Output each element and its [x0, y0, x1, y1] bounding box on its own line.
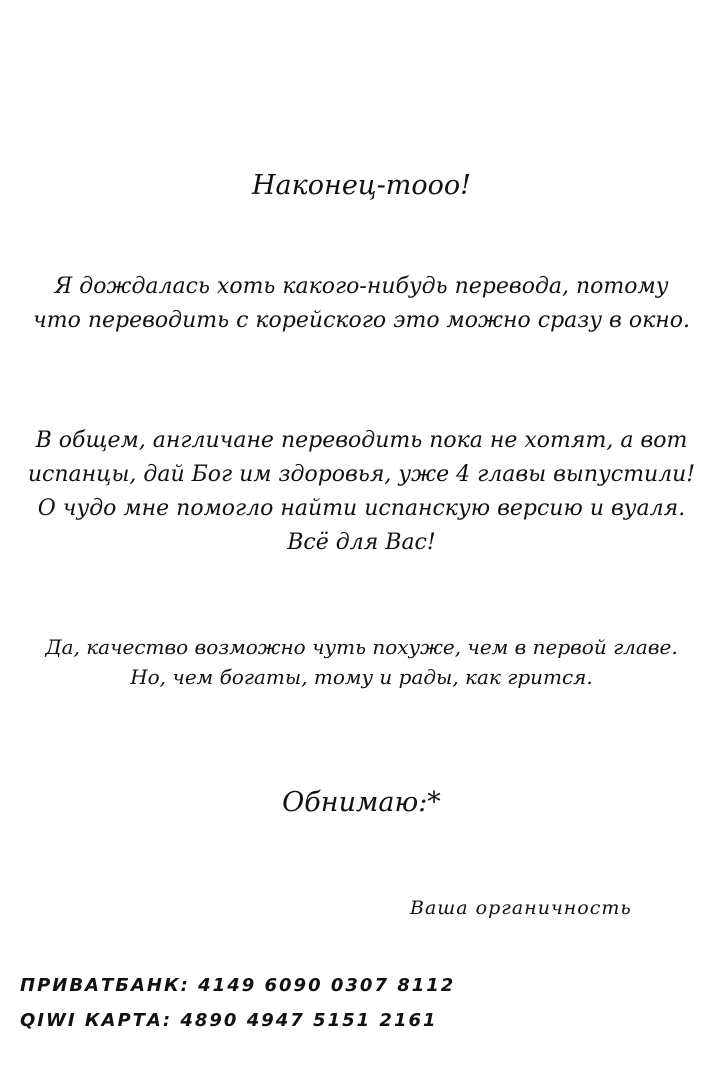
text-line: Да, качество возможно чуть похуже, чем в первой главе. [45, 635, 678, 659]
paragraph-quality-note [0, 632, 723, 692]
paragraph-spanish-version [0, 424, 723, 560]
qiwi-card: QIWI КАРТА: 4890 4947 5151 2161 [20, 1010, 438, 1031]
text-line: что переводить с корейского это можно сразу в окно. [33, 308, 690, 333]
text-line: испанцы, дай Бог им здоровья, уже 4 главы выпустили! [27, 462, 696, 487]
text-line: В общем, англичане переводить пока не хотят, а вот [35, 428, 688, 453]
text-line: Но, чем богаты, тому и рады, как грится. [130, 665, 593, 689]
text-line: Я дождалась хоть какого-нибудь перевода, потому [54, 274, 669, 299]
page-title: Наконец-тооо! [252, 170, 471, 201]
signature: Ваша органичность [410, 897, 632, 919]
text-line: О чудо мне помогло найти испанскую версию и вуаля. [37, 496, 686, 521]
hug-line: Обнимаю:* [282, 787, 441, 818]
text-line: Всё для Вас! [287, 530, 436, 555]
paragraph-translation-wait [0, 270, 723, 338]
privatbank-card: ПРИВАТБАНК: 4149 6090 0307 8112 [20, 975, 456, 996]
